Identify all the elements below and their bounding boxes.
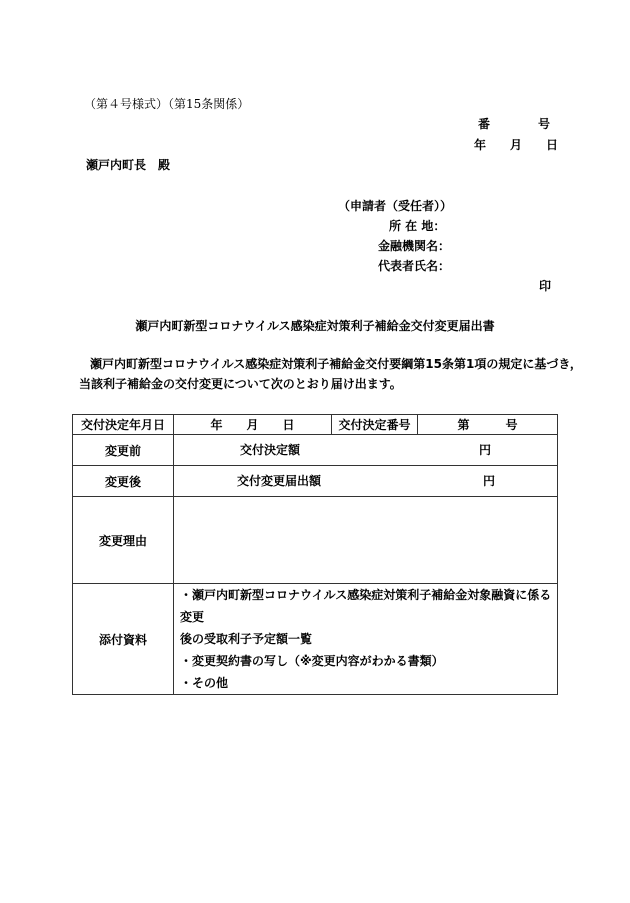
institution-label: 金融機関名：: [378, 239, 451, 253]
body-text-line-1: 瀬戸内町新型コロナウイルス感染症対策利子補給金交付要綱第15条第1項の規定に基づき，: [90, 357, 582, 371]
after-change-label: 変更後: [73, 466, 174, 497]
change-reason-value[interactable]: [174, 497, 558, 584]
yen-unit: 円: [483, 474, 496, 488]
attachment-item: ・変更契約書の写し（※変更内容がわかる書類）: [180, 654, 444, 668]
applicant-title: （申請者（受任者））: [338, 199, 453, 213]
before-change-label: 変更前: [73, 435, 174, 466]
address-label: 所 在 地：: [389, 219, 446, 233]
after-change-value[interactable]: [174, 466, 558, 497]
attachments-list: [174, 584, 558, 695]
decision-date-value[interactable]: 年 月 日: [174, 415, 332, 435]
seal-mark: 印: [539, 279, 552, 293]
before-change-value[interactable]: [174, 435, 558, 466]
document-title: 瀬戸内町新型コロナウイルス感染症対策利子補給金交付変更届出書: [135, 319, 495, 333]
change-notification-amount-label: 交付変更届出額: [237, 474, 322, 488]
yen-unit: 円: [479, 443, 492, 457]
attachment-item: ・瀬戸内町新型コロナウイルス感染症対策利子補給金対象融資に係る変更: [180, 588, 552, 624]
representative-label: 代表者氏名：: [378, 259, 451, 273]
attachment-item: ・その他: [180, 676, 229, 690]
decision-number-value[interactable]: 第 号: [418, 415, 558, 435]
grant-decision-amount-label: 交付決定額: [240, 443, 301, 457]
change-reason-label: 変更理由: [73, 497, 174, 584]
attachment-item: 後の受取利子予定額一覧: [180, 632, 313, 646]
body-text-line-2: 当該利子補給金の交付変更について次のとおり届け出ます。: [79, 377, 402, 391]
date-field-label: 年 月 日: [474, 138, 559, 152]
number-field-label: 番 号: [478, 117, 551, 131]
decision-date-label: 交付決定年月日: [73, 415, 174, 435]
form-number-label: （第４号様式）（第15条関係）: [84, 97, 250, 111]
attachments-label: 添付資料: [73, 584, 174, 695]
decision-number-label: 交付決定番号: [332, 415, 418, 435]
addressee: 瀬戸内町長 殿: [86, 158, 171, 172]
change-notification-table: [72, 414, 558, 695]
